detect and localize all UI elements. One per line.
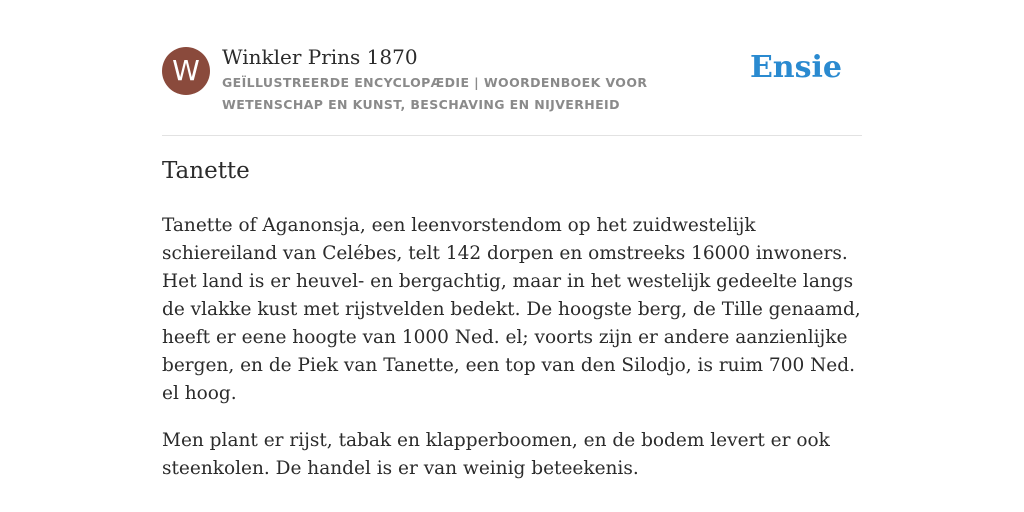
article-body [162,212,862,502]
article-title: Tanette [162,158,250,184]
ensie-logo[interactable]: Ensie [749,50,842,85]
article-paragraph: Men plant er rijst, tabak en klapperboomen, en de bodem levert er ook steenkolen. De handel is er van weinig beteekenis. [162,430,830,479]
source-title[interactable]: Winkler Prins 1870 [222,45,418,69]
source-header [162,0,862,136]
page-container [162,0,862,479]
article-paragraph: Tanette of Aganonsja, een leenvorstendom op het zuidwestelijk schiereiland van Celébes, telt 142 dorpen en omstreeks 16000 inwoners. Het land is er heuvel- en bergachtig, maar in het westelijk gedeelte langs de vlakke kust met rijstvelden bedekt. De hoogste berg, de Tille genaamd, heeft er eene hoogte van 1000 Ned. el; voorts zijn er andere aanzienlijke bergen, en de Piek van Tanette, een top van den Silodjo, is ruim 700 Ned. el hoog. [162,215,861,404]
source-avatar[interactable]: W [162,47,210,95]
source-subtitle: GEÏLLUSTREERDE ENCYCLOPÆDIE | WOORDENBOEK VOOR WETENSCHAP EN KUNST, BESCHAVING EN NIJVERHEID [222,75,648,112]
